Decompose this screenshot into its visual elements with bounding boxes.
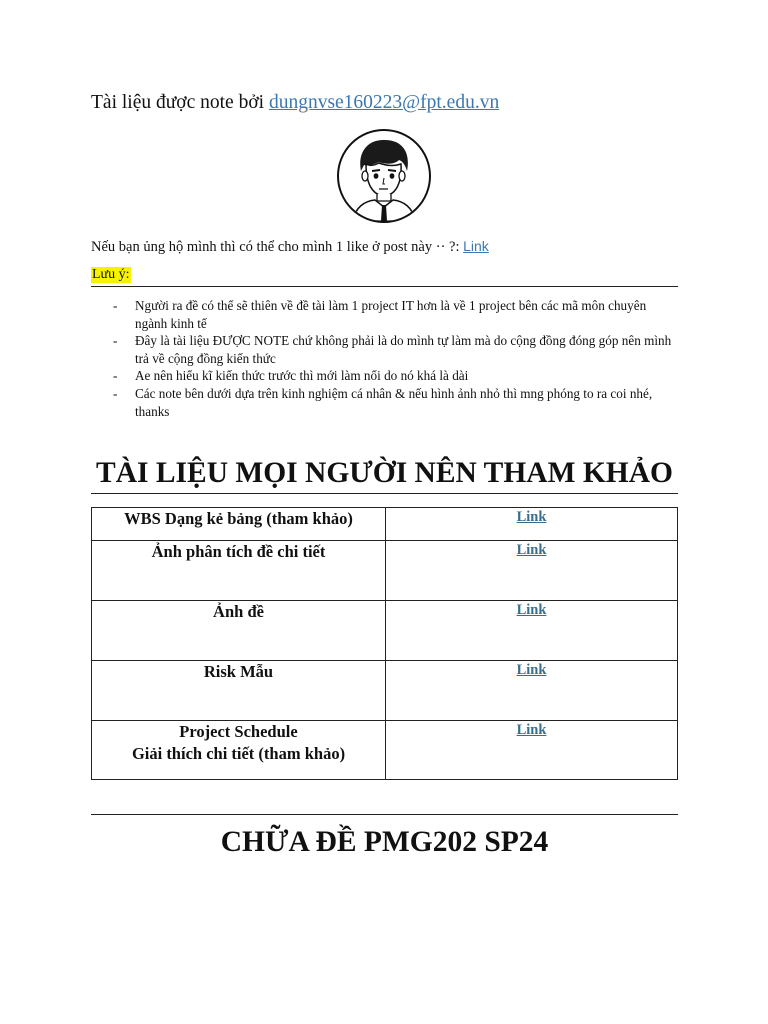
author-line bbox=[91, 92, 499, 114]
table-row bbox=[92, 601, 678, 661]
author-prefix: Tài liệu được note bởi bbox=[91, 92, 269, 113]
row-link-cell bbox=[386, 508, 678, 541]
row-label-text: Project Schedule bbox=[179, 722, 298, 741]
row-label-text: Ảnh phân tích đề chi tiết bbox=[151, 542, 326, 561]
table-row bbox=[92, 541, 678, 601]
note-divider bbox=[91, 286, 678, 287]
note-item: - Các note bên dưới dựa trên kinh nghiệm cá nhân & nếu hình ảnh nhỏ thì mng phóng to ra coi nhé, thanks bbox=[110, 385, 678, 420]
note-item: - Ae nên hiểu kĩ kiến thức trước thì mới làm nổi do nó khá là dài bbox=[110, 367, 678, 385]
row-label-text: Ảnh đề bbox=[213, 602, 264, 621]
table-row bbox=[92, 508, 678, 541]
row-link-cell bbox=[386, 721, 678, 780]
cartoon-avatar-icon bbox=[339, 131, 429, 221]
row-label bbox=[92, 601, 386, 661]
table-row bbox=[92, 661, 678, 721]
row-label bbox=[92, 508, 386, 541]
notes-list bbox=[110, 297, 678, 420]
row-link-cell bbox=[386, 661, 678, 721]
row-label-subtext: Giải thích chi tiết (tham khảo) bbox=[131, 744, 346, 763]
row-link[interactable]: Link bbox=[516, 509, 547, 525]
row-link[interactable]: Link bbox=[516, 602, 547, 618]
table-row bbox=[92, 721, 678, 780]
row-link[interactable]: Link bbox=[516, 662, 547, 678]
note-item: - Đây là tài liệu ĐƯỢC NOTE chứ không phải là do mình tự làm mà do cộng đồng đóng góp nên mình trả về cộng đồng kiến thức bbox=[110, 332, 678, 367]
references-table bbox=[91, 507, 678, 780]
references-heading-rule bbox=[91, 493, 678, 494]
section2-heading: CHỮA ĐỀ PMG202 SP24 bbox=[220, 826, 549, 858]
support-text: Nếu bạn ủng hộ mình thì có thể cho mình 1 like ở post này ·· ?: bbox=[91, 239, 464, 255]
row-label bbox=[92, 721, 386, 780]
row-label-text: WBS Dạng kẻ bảng (tham khảo) bbox=[124, 509, 353, 528]
row-link[interactable]: Link bbox=[516, 722, 547, 738]
author-avatar bbox=[337, 129, 431, 223]
note-label: Lưu ý: bbox=[92, 267, 130, 282]
row-label-text: Risk Mẫu bbox=[203, 662, 274, 681]
row-label bbox=[92, 541, 386, 601]
row-link-cell bbox=[386, 541, 678, 601]
references-heading: TÀI LIỆU MỌI NGƯỜI NÊN THAM KHẢO bbox=[96, 457, 673, 489]
support-link[interactable]: Link bbox=[463, 238, 489, 254]
note-item: - Người ra đề có thể sẽ thiên về đề tài làm 1 project IT hơn là về 1 project bên các mã môn chuyên ngành kinh tế bbox=[110, 297, 678, 332]
support-line bbox=[91, 238, 489, 256]
section2-rule bbox=[91, 814, 678, 815]
row-label bbox=[92, 661, 386, 721]
author-email-link[interactable]: dungnvse160223@fpt.edu.vn bbox=[268, 92, 500, 113]
row-link[interactable]: Link bbox=[516, 542, 547, 558]
row-link-cell bbox=[386, 601, 678, 661]
